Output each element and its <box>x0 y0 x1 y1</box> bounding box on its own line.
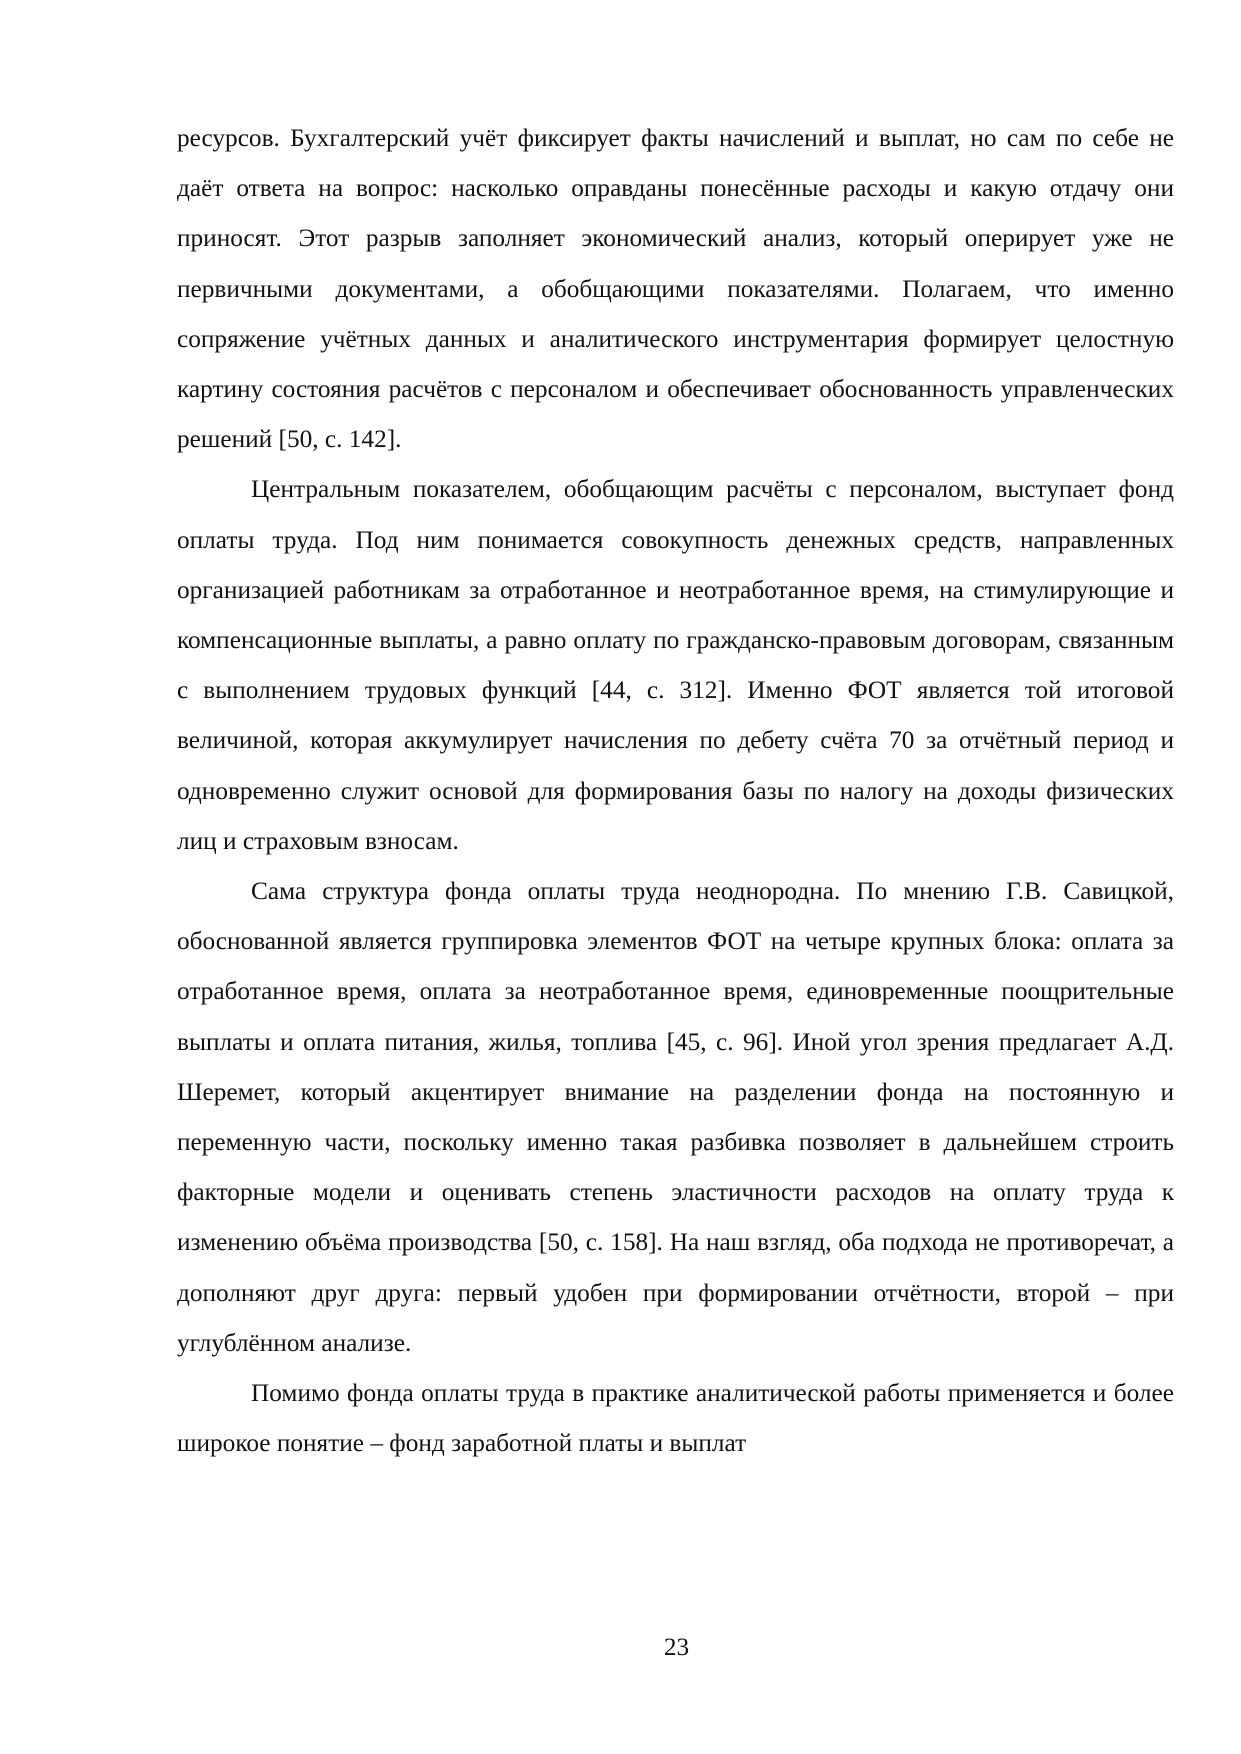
paragraph-3: Сама структура фонда оплаты труда неоднородна. По мнению Г.В. Савицкой, обоснованной является группировка элементов ФОТ на четыре крупных блока: оплата за отработанное время, оплата за неотработанное время, единовременные поощрительные выплаты и оплата питания, жилья, топлива [45, с. 96]. Иной угол зрения предлагает А.Д. Шеремет, который акцентирует внимание на разделении фонда на постоянную и переменную части, поскольку именно такая разбивка позволяет в дальнейшем строить факторные модели и оценивать степень эластичности расходов на оплату труда к изменению объёма производства [50, с. 158]. На наш взгляд, оба подхода не противоречат, а дополняют друг друга: первый удобен при формировании отчётности, второй – при углублённом анализе. <box>177 877 1174 1357</box>
paragraph-2: Центральным показателем, обобщающим расчёты с персоналом, выступает фонд оплаты труда. Под ним понимается совокупность денежных средств, направленных организацией работникам за отработанное и неотработанное время, на стимулирующие и компенсационные выплаты, а равно оплату по гражданско-правовым договорам, связанным с выполнением трудовых функций [44, с. 312]. Именно ФОТ является той итоговой величиной, которая аккумулирует начисления по дебету счёта 70 за отчётный период и одновременно служит основой для формирования базы по налогу на доходы физических лиц и страховым взносам. <box>177 475 1174 855</box>
paragraph-1: ресурсов. Бухгалтерский учёт фиксирует факты начислений и выплат, но сам по себе не даёт ответа на вопрос: насколько оправданы понесённые расходы и какую отдачу они приносят. Этот разрыв заполняет экономический анализ, который оперирует уже не первичными документами, а обобщающими показателями. Полагаем, что именно сопряжение учётных данных и аналитического инструментария формирует целостную картину состояния расчётов с персоналом и обеспечивает обоснованность управленческих решений [50, с. 142]. <box>177 124 1174 454</box>
page-number: 23 <box>663 1633 690 1661</box>
document-body <box>177 113 1174 1468</box>
paragraph-4: Помимо фонда оплаты труда в практике аналитической работы применяется и более широкое понятие – фонд заработной платы и выплат <box>177 1379 1174 1458</box>
